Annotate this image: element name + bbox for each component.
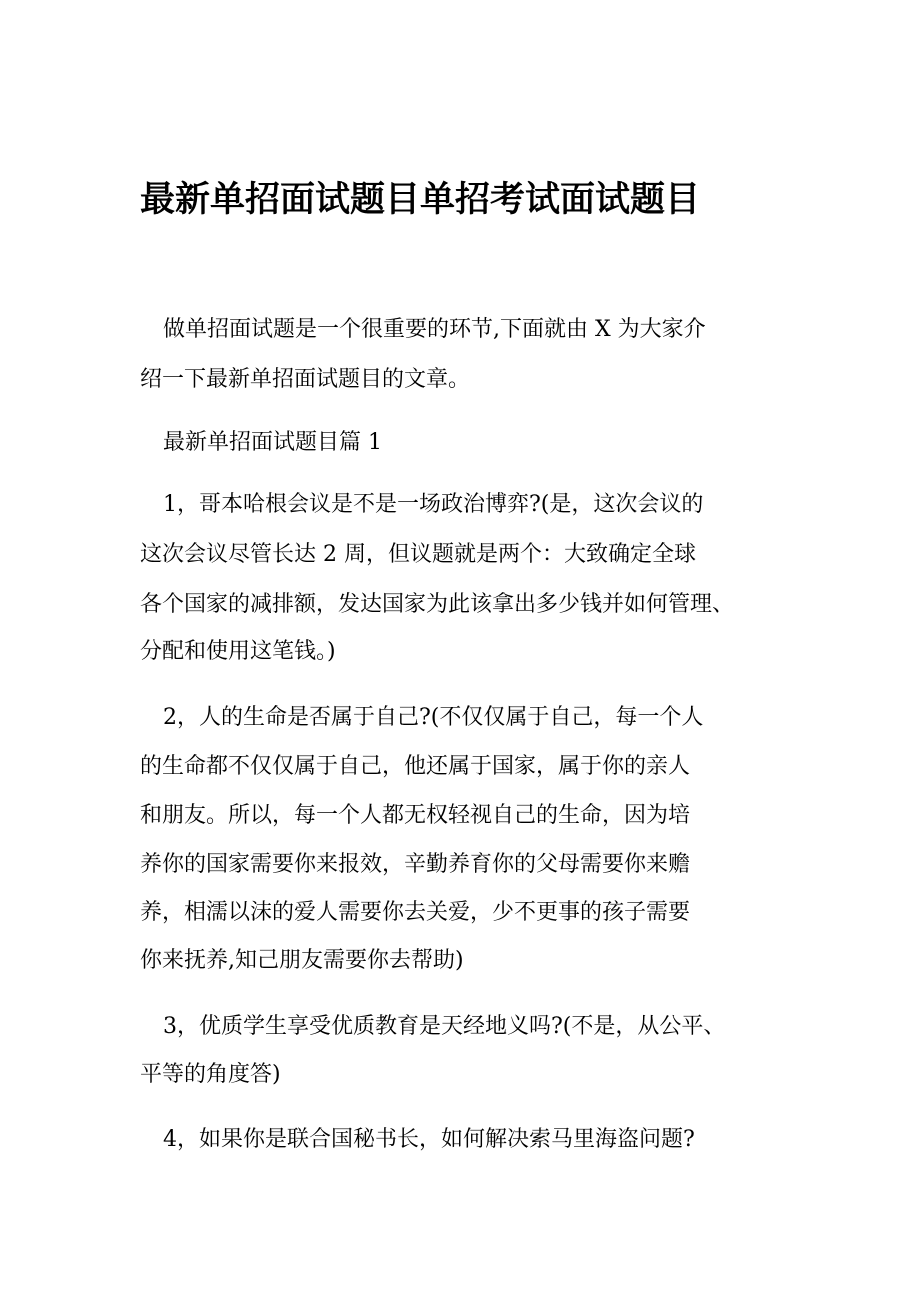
question-1-line-2: 这次会议尽管长达 2 周，但议题就是两个：大致确定全球 xyxy=(140,542,696,567)
document-title: 最新单招面试题目单招考试面试题目 xyxy=(140,180,701,220)
question-1-line-1: 1，哥本哈根会议是不是一场政治博弈?(是，这次会议的 xyxy=(163,492,704,517)
question-1-line-4: 分配和使用这笔钱。) xyxy=(140,639,336,664)
question-2-line-3: 和朋友。所以，每一个人都无权轻视自己的生命，因为培 xyxy=(140,803,691,828)
question-2-line-5: 养，相濡以沫的爱人需要你去关爱，少不更事的孩子需要 xyxy=(140,900,691,925)
intro-line-1: 做单招面试题是一个很重要的环节,下面就由 X 为大家介 xyxy=(163,317,706,342)
question-2-line-6: 你来抚养,知己朋友需要你去帮助) xyxy=(140,948,464,973)
intro-line-2: 绍一下最新单招面试题目的文章。 xyxy=(140,367,471,392)
question-3-line-1: 3，优质学生享受优质教育是天经地义吗?(不是，从公平、 xyxy=(163,1014,726,1039)
question-2-line-1: 2，人的生命是否属于自己?(不仅仅属于自己，每一个人 xyxy=(163,705,704,730)
question-1-line-3: 各个国家的减排额，发达国家为此该拿出多少钱并如何管理、 xyxy=(140,592,735,617)
question-2-line-4: 养你的国家需要你来报效，辛勤养育你的父母需要你来赡 xyxy=(140,852,691,877)
question-2-line-2: 的生命都不仅仅属于自己，他还属于国家，属于你的亲人 xyxy=(140,754,691,779)
section-heading: 最新单招面试题目篇 1 xyxy=(163,430,382,455)
question-3-line-2: 平等的角度答) xyxy=(140,1062,281,1087)
question-4-line-1: 4，如果你是联合国秘书长，如何解决索马里海盗问题? xyxy=(163,1127,695,1152)
